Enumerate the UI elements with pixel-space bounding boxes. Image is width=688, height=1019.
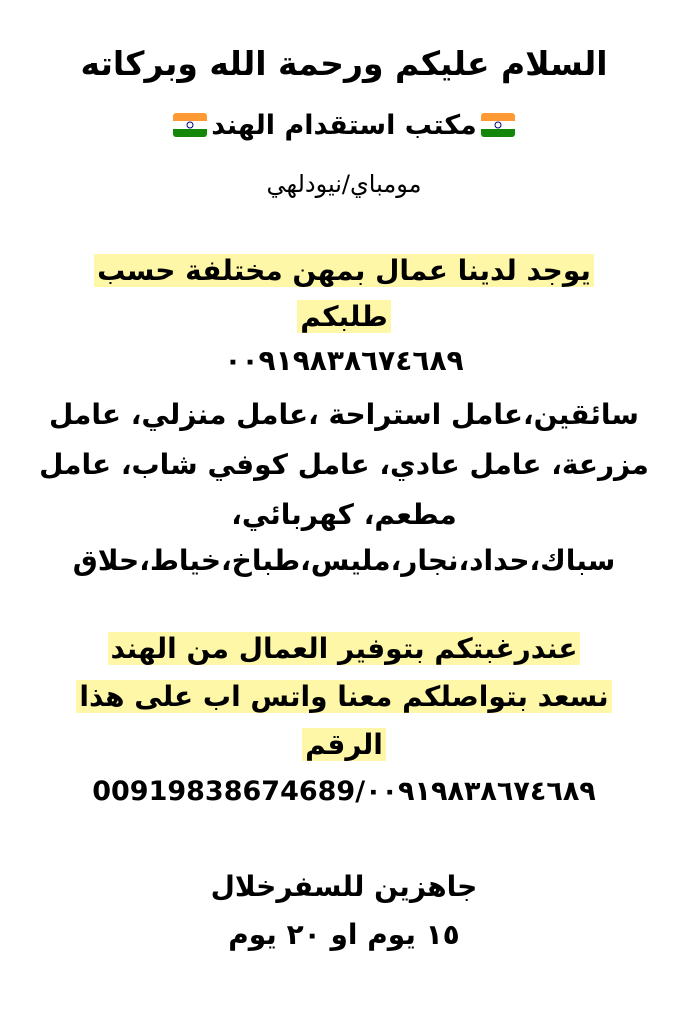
offer-line-2 xyxy=(0,300,688,334)
phone-number-arabic: ٠٠٩١٩٨٣٨٦٧٤٦٨٩ xyxy=(224,344,464,377)
phone-numbers-both: 00919838674689/٠٠٩١٩٨٣٨٦٧٤٦٨٩ xyxy=(92,776,596,807)
offer-line-1 xyxy=(0,254,688,288)
offer-highlight: يوجد لدينا عمال بمهن مختلفة حسب xyxy=(94,254,594,287)
greeting-heading: السلام عليكم ورحمة الله وبركاته xyxy=(80,44,608,83)
office-title xyxy=(0,110,688,142)
contact-highlight: نسعد بتواصلكم معنا واتس اب على هذا xyxy=(76,680,611,713)
travel-duration-text: ١٥ يوم او ٢٠ يوم xyxy=(228,918,460,951)
contact-line-3 xyxy=(0,728,688,762)
contact-highlight: عندرغبتكم بتوفير العمال من الهند xyxy=(108,632,581,665)
india-flag-icon xyxy=(173,113,207,137)
contact-highlight: الرقم xyxy=(302,728,386,761)
professions-line: مزرعة، عامل عادي، عامل كوفي شاب، عامل xyxy=(39,448,649,481)
office-name: مكتب استقدام الهند xyxy=(211,110,477,141)
contact-line-1 xyxy=(0,632,688,666)
offer-highlight: طلبكم xyxy=(297,300,390,333)
contact-line-2 xyxy=(0,680,688,714)
professions-line: سائقين،عامل استراحة ،عامل منزلي، عامل xyxy=(49,398,639,431)
india-flag-icon xyxy=(481,113,515,137)
travel-ready-text: جاهزين للسفرخلال xyxy=(210,870,478,903)
professions-line: مطعم، كهربائي، xyxy=(231,498,457,531)
cities-text: مومباي/نيودلهي xyxy=(266,170,422,198)
professions-line: سباك،حداد،نجار،مليس،طباخ،خياط،حلاق xyxy=(72,544,616,577)
